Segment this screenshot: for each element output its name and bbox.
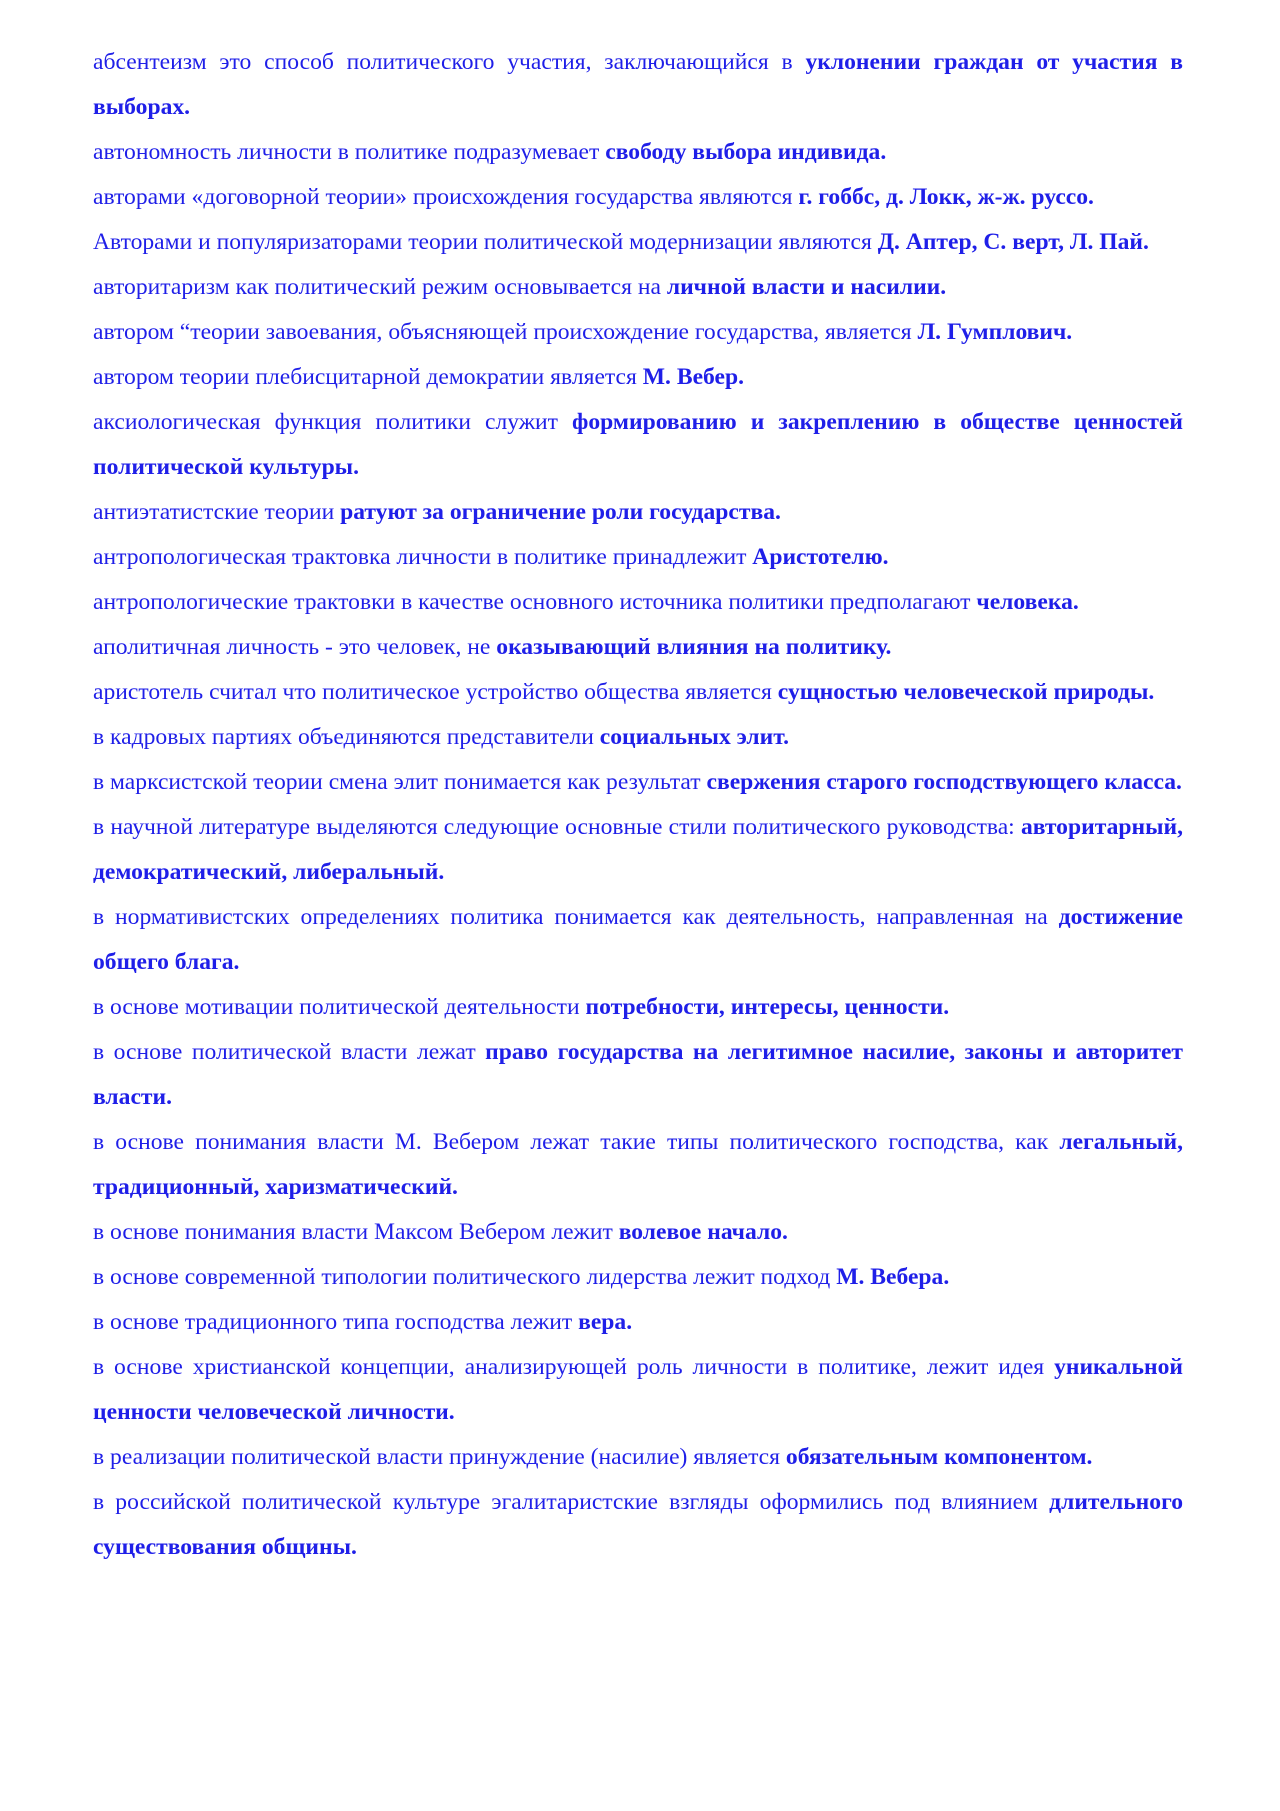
glossary-entry xyxy=(93,535,1183,580)
entry-text: абсентеизм это способ политического участия, заключающийся в xyxy=(93,49,806,75)
entry-text: в основе политической власти лежат xyxy=(93,1039,486,1065)
glossary-entry xyxy=(93,130,1183,175)
glossary-entry xyxy=(93,490,1183,535)
entry-text: в основе понимания власти Максом Вебером лежит xyxy=(93,1219,619,1245)
entry-answer: ратуют за ограничение роли государства. xyxy=(340,499,781,525)
glossary-entry xyxy=(93,355,1183,400)
entry-text: в основе мотивации политической деятельности xyxy=(93,994,586,1020)
entry-text: антропологические трактовки в качестве основного источника политики предполагают xyxy=(93,589,977,615)
glossary-entry xyxy=(93,310,1183,355)
glossary-entry xyxy=(93,715,1183,760)
entry-answer: авторитарный, демократический, либеральный. xyxy=(93,814,1183,885)
entry-text: в основе христианской концепции, анализирующей роль личности в политике, лежит идея xyxy=(93,1354,1055,1380)
glossary-entry xyxy=(93,1345,1183,1435)
entry-answer: достижение общего блага. xyxy=(93,904,1183,975)
glossary-entry xyxy=(93,1300,1183,1345)
glossary-entry xyxy=(93,1210,1183,1255)
entry-text: аполитичная личность - это человек, не xyxy=(93,634,497,660)
entry-answer: вера. xyxy=(578,1309,633,1335)
entry-answer: волевое начало. xyxy=(618,1219,788,1245)
glossary-entry xyxy=(93,400,1183,490)
entry-answer: свержения старого господствующего класса. xyxy=(706,769,1182,795)
entry-text: антропологическая трактовка личности в политике принадлежит xyxy=(93,544,753,570)
glossary-entry xyxy=(93,175,1183,220)
glossary-entry xyxy=(93,895,1183,985)
entry-text: в нормативистских определениях политика понимается как деятельность, направленная на xyxy=(93,904,1059,930)
entry-answer: оказывающий влияния на политику. xyxy=(496,634,892,660)
entry-answer: человека. xyxy=(976,589,1079,615)
entry-text: аксиологическая функция политики служит xyxy=(93,409,573,435)
entry-text: антиэтатистские теории xyxy=(93,499,341,525)
entry-text: в марксистской теории смена элит понимается как результат xyxy=(93,769,707,795)
entry-answer: легальный, традиционный, харизматический. xyxy=(93,1129,1183,1200)
entry-answer: длительного существования общины. xyxy=(93,1489,1183,1560)
entry-text: в российской политической культуре эгалитаристские взгляды оформились под влиянием xyxy=(93,1489,1050,1515)
document-page xyxy=(93,40,1183,1570)
entry-answer: свободу выбора индивида. xyxy=(605,139,887,165)
glossary-entry xyxy=(93,805,1183,895)
glossary-entry xyxy=(93,580,1183,625)
entry-answer: уклонении граждан от участия в выборах. xyxy=(93,49,1183,120)
glossary-entry xyxy=(93,670,1183,715)
glossary-entry xyxy=(93,1120,1183,1210)
glossary-entry xyxy=(93,220,1183,265)
entry-text: в основе традиционного типа господства лежит xyxy=(93,1309,579,1335)
entry-answer: М. Вебера. xyxy=(836,1264,950,1290)
entry-text: в реализации политической власти принуждение (насилие) является xyxy=(93,1444,786,1470)
entry-text: Авторами и популяризаторами теории политической модернизации являются xyxy=(93,229,878,255)
glossary-entry xyxy=(93,625,1183,670)
entry-text: в кадровых партиях объединяются представители xyxy=(93,724,600,750)
entry-answer: право государства на легитимное насилие, законы и авторитет власти. xyxy=(93,1039,1183,1110)
entry-answer: Л. Гумплович. xyxy=(917,319,1073,345)
entry-answer: формированию и закреплению в обществе ценностей политической культуры. xyxy=(93,409,1183,480)
glossary-entry xyxy=(93,760,1183,805)
glossary-entry xyxy=(93,1480,1183,1570)
entry-text: аристотель считал что политическое устройство общества является xyxy=(93,679,778,705)
glossary-entry xyxy=(93,985,1183,1030)
glossary-entry xyxy=(93,40,1183,130)
glossary-entry xyxy=(93,1435,1183,1480)
entry-answer: обязательным компонентом. xyxy=(785,1444,1093,1470)
entry-text: в основе понимания власти М. Вебером лежат такие типы политического господства, как xyxy=(93,1129,1060,1155)
entry-text: в основе современной типологии политического лидерства лежит подход xyxy=(93,1264,837,1290)
entry-answer: потребности, интересы, ценности. xyxy=(585,994,950,1020)
entry-answer: уникальной ценности человеческой личности. xyxy=(93,1354,1183,1425)
entry-text: авторами «договорной теории» происхождения государства являются xyxy=(93,184,799,210)
glossary-entry xyxy=(93,265,1183,310)
glossary-entry xyxy=(93,1255,1183,1300)
entry-answer: сущностью человеческой природы. xyxy=(777,679,1155,705)
entry-text: автором “теории завоевания, объясняющей происхождение государства, является xyxy=(93,319,918,345)
entry-answer: Д. Аптер, С. верт, Л. Пай. xyxy=(877,229,1149,255)
entry-answer: г. гоббс, д. Локк, ж-ж. руссо. xyxy=(798,184,1094,210)
entry-answer: М. Вебер. xyxy=(642,364,745,390)
glossary-entry xyxy=(93,1030,1183,1120)
entry-answer: Аристотелю. xyxy=(752,544,889,570)
entry-text: в научной литературе выделяются следующие основные стили политического руководства: xyxy=(93,814,1021,840)
entry-answer: личной власти и насилии. xyxy=(666,274,947,300)
entry-answer: социальных элит. xyxy=(599,724,789,750)
entry-text: авторитаризм как политический режим основывается на xyxy=(93,274,667,300)
entry-text: автономность личности в политике подразумевает xyxy=(93,139,606,165)
entry-text: автором теории плебисцитарной демократии является xyxy=(93,364,643,390)
